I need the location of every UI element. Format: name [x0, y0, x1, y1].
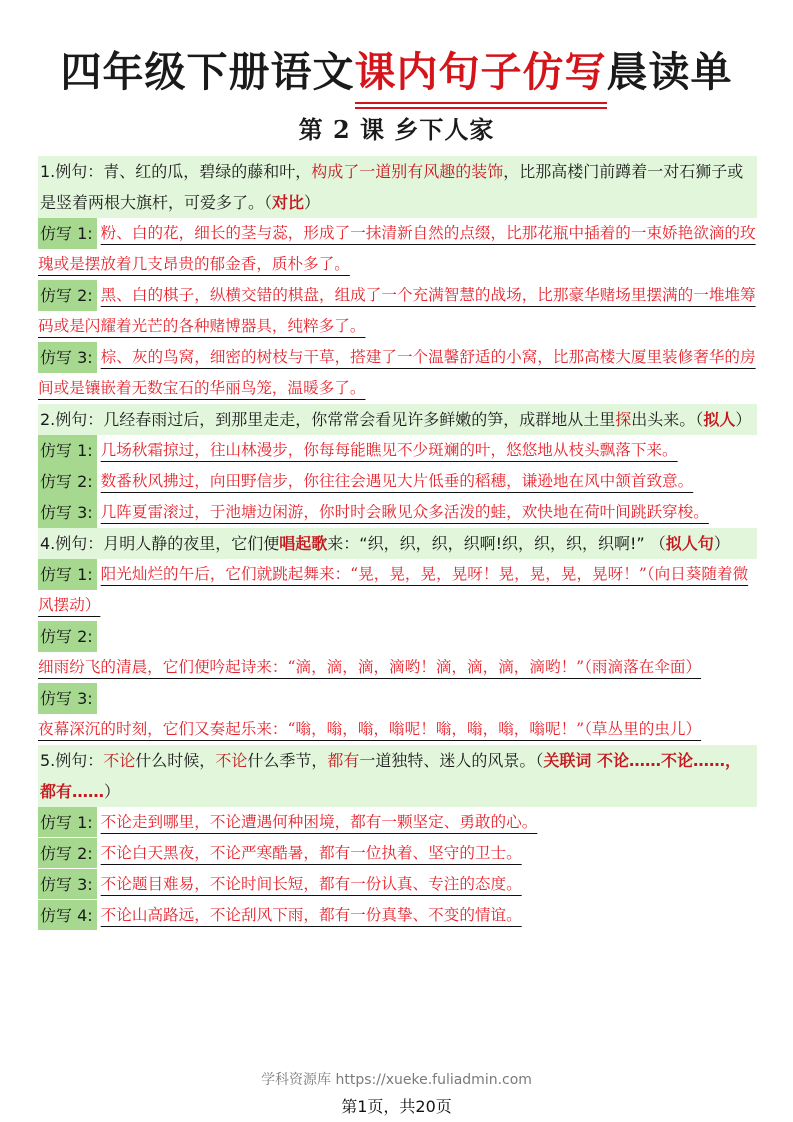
- example-sentence-1: 1.例句：青、红的瓜，碧绿的藤和叶，构成了一道别有风趣的装饰，比那高楼门前蹲着一对石狮子或是竖着两根大旗杆，可爱多了。（对比）: [38, 156, 757, 218]
- imitation-4-3: [38, 683, 757, 745]
- technique-tag: 拟人句: [665, 534, 714, 553]
- imitation-5-1: [38, 807, 757, 838]
- imitation-text: 黑、白的棋子，纵横交错的棋盘，组成了一个充满智慧的战场，比那豪华赌场里摆满的一堆堆筹码或是闪耀着光芒的各种赌博器具，纯粹多了。: [38, 286, 756, 335]
- imitation-label: 仿写 1:: [38, 435, 97, 466]
- imitation-1-3: [38, 342, 757, 404]
- imitation-label: 仿写 3:: [38, 342, 97, 373]
- example-sentence-2: 2.例句：几经春雨过后，到那里走走，你常常会看见许多鲜嫩的笋，成群地从土里探出头来。（拟人）: [38, 404, 757, 435]
- imitation-text: 不论白天黑夜，不论严寒酷暑，都有一位执着、坚守的卫士。: [100, 844, 522, 862]
- imitation-label: 仿写 2:: [38, 838, 97, 868]
- highlight-phrase: 构成了一道别有风趣的装饰: [311, 162, 504, 181]
- example-sentence-5: 5.例句：不论什么时候，不论什么季节，都有一道独特、迷人的风景。（关联词 不论……不论……，都有……）: [38, 745, 757, 807]
- conjunction-word: 不论: [103, 751, 136, 770]
- imitation-label: 仿写 2:: [38, 621, 97, 652]
- imitation-text: 阳光灿烂的午后，它们就跳起舞来：“晃，晃，晃，晃呀！晃，晃，晃，晃呀！”（向日葵随着微风摆动）: [38, 565, 749, 614]
- technique-tag: 拟人: [703, 410, 736, 429]
- source-watermark: 学科资源库 https://xueke.fuliadmin.com: [261, 1072, 532, 1088]
- imitation-text: 几阵夏雷滚过，于池塘边闲游，你时时会瞅见众多活泼的蛙，欢快地在荷叶间跳跃穿梭。: [100, 503, 709, 521]
- imitation-4-2: [38, 621, 757, 683]
- imitation-label: 仿写 3:: [38, 683, 97, 714]
- title-suffix: 晨读单: [606, 48, 733, 96]
- imitation-label: 仿写 2:: [38, 466, 97, 497]
- imitation-5-2: [38, 838, 757, 869]
- imitation-label: 仿写 1:: [38, 218, 97, 249]
- conjunction-word: 都有: [327, 751, 360, 770]
- imitation-text: 粉、白的花，细长的茎与蕊，形成了一抹清新自然的点缀，比那花瓶中插着的一束娇艳欲滴的玫瑰或是摆放着几支昂贵的郁金香，质朴多了。: [38, 224, 756, 273]
- imitation-label: 仿写 4:: [38, 900, 97, 930]
- page-number: 第1页，共20页: [341, 1097, 452, 1116]
- imitation-text: 细雨纷飞的清晨，它们便吟起诗来：“滴，滴，滴，滴哟！滴，滴，滴，滴哟！”（雨滴落在伞面）: [38, 658, 702, 676]
- title-prefix: 四年级下册语文: [60, 48, 355, 96]
- imitation-text: 棕、灰的鸟窝，细密的树枝与干草，搭建了一个温馨舒适的小窝，比那高楼大厦里装修奢华的房间或是镶嵌着无数宝石的华丽鸟笼，温暖多了。: [38, 348, 756, 397]
- imitation-label: 仿写 1:: [38, 807, 97, 837]
- imitation-text: 不论走到哪里，不论遭遇何种困境，都有一颗坚定、勇敢的心。: [100, 813, 538, 831]
- imitation-1-2: [38, 280, 757, 342]
- imitation-label: 仿写 1:: [38, 559, 97, 590]
- example-sentence-4: 4.例句：月明人静的夜里，它们便唱起歌来：“织，织，织，织啊!织，织，织，织啊!” （拟人句）: [38, 528, 757, 559]
- imitation-2-2: [38, 466, 757, 497]
- imitation-text: 几场秋霜掠过，往山林漫步，你每每能瞧见不少斑斓的叶，悠悠地从枝头飘落下来。: [100, 441, 678, 459]
- technique-tag: 关联词 不论……不论……，都有……: [40, 751, 741, 801]
- technique-tag: 对比: [272, 193, 305, 212]
- highlight-phrase: 探: [615, 410, 632, 429]
- imitation-5-4: [38, 900, 757, 931]
- imitation-text: 数番秋风拂过，向田野信步，你往往会遇见大片低垂的稻穗，谦逊地在风中颔首致意。: [100, 472, 694, 490]
- imitation-1-1: [38, 218, 757, 280]
- worksheet-content: [38, 156, 757, 931]
- imitation-label: 仿写 2:: [38, 280, 97, 311]
- imitation-text: 不论题目难易，不论时间长短，都有一份认真、专注的态度。: [100, 875, 522, 893]
- imitation-4-1: [38, 559, 757, 621]
- page-title: [0, 44, 793, 100]
- imitation-2-3: [38, 497, 757, 528]
- imitation-5-3: [38, 869, 757, 900]
- imitation-label: 仿写 3:: [38, 869, 97, 899]
- imitation-label: 仿写 3:: [38, 497, 97, 528]
- imitation-text: 夜幕深沉的时刻，它们又奏起乐来：“嗡，嗡，嗡，嗡呢！嗡，嗡，嗡，嗡呢！”（草丛里的虫儿）: [38, 720, 702, 738]
- highlight-phrase: 唱起歌: [279, 534, 328, 553]
- conjunction-word: 不论: [215, 751, 248, 770]
- imitation-2-1: [38, 435, 757, 466]
- title-highlight: 课内句子仿写: [355, 44, 607, 100]
- lesson-subtitle: 第 2 课 乡下人家: [298, 115, 495, 144]
- imitation-text: 不论山高路远，不论刮风下雨，都有一份真挚、不变的情谊。: [100, 906, 522, 924]
